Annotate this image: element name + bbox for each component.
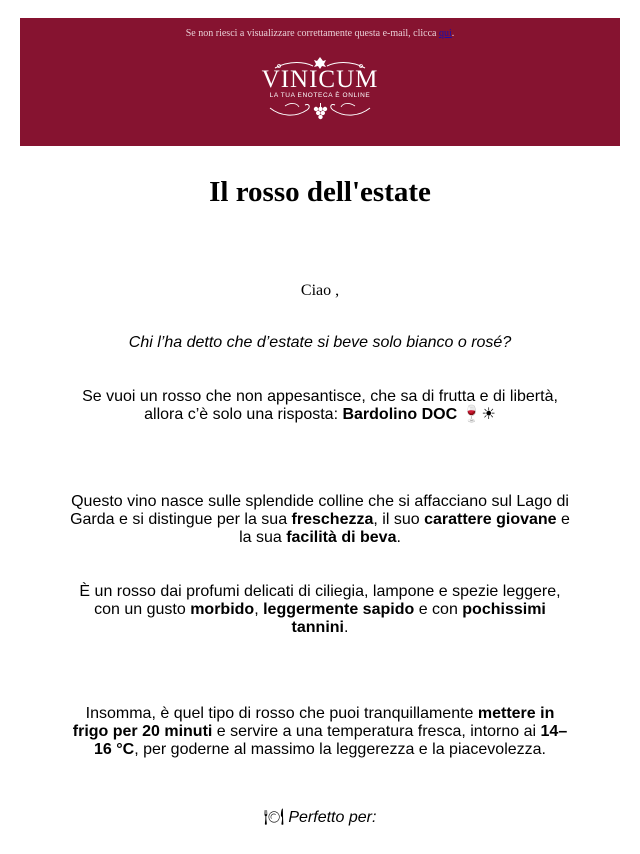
wine-sun-emoji: 🍷☀ bbox=[457, 406, 496, 423]
bardolino-highlight: Bardolino DOC bbox=[342, 406, 458, 423]
intro-question: Chi l’ha detto che d’estate si beve solo bianco o rosé? bbox=[128, 334, 512, 351]
email-header bbox=[20, 18, 620, 146]
plate-icon: 🍽 bbox=[263, 809, 284, 826]
logo-tagline: LA TUA ENOTECA È ONLINE bbox=[269, 92, 371, 99]
vinicum-logo[interactable] bbox=[261, 56, 379, 138]
preheader: Se non riesci a visualizzare correttamente questa e-mail, clicca qui. bbox=[185, 28, 455, 39]
greeting: Ciao , bbox=[300, 282, 340, 299]
paragraph-serving: Insomma, è quel tipo di rosso che puoi tranquillamente mettere in frigo per 20 minuti e servire a una temperatura fresca, intorno ai 14–16 °C, per goderne al massimo la leggerezza e la piacevolezza. bbox=[72, 705, 568, 758]
view-online-link[interactable]: qui bbox=[438, 28, 452, 39]
paragraph-origin: Questo vino nasce sulle splendide colline che si affacciano sul Lago di Garda e si distingue per la sua freschezza, il suo carattere giovane e la sua facilità di beva. bbox=[70, 493, 570, 546]
email-title: Il rosso dell'estate bbox=[209, 176, 431, 208]
paragraph-aroma: È un rosso dai profumi delicati di ciliegia, lampone e spezie leggere, con un gusto morbido, leggermente sapido e con pochissimi tannini. bbox=[79, 583, 561, 636]
perfect-for-heading: 🍽 Perfetto per: bbox=[263, 809, 377, 826]
preheader-text: Se non riesci a visualizzare correttamente questa e-mail, clicca bbox=[185, 28, 439, 39]
logo-wordmark: VINICUM bbox=[261, 66, 379, 93]
paragraph-bardolino: Se vuoi un rosso che non appesantisce, che sa di frutta e di libertà, allora c’è solo una risposta: Bardolino DOC 🍷☀ bbox=[82, 388, 558, 423]
grapes-ornament-icon bbox=[265, 100, 375, 126]
